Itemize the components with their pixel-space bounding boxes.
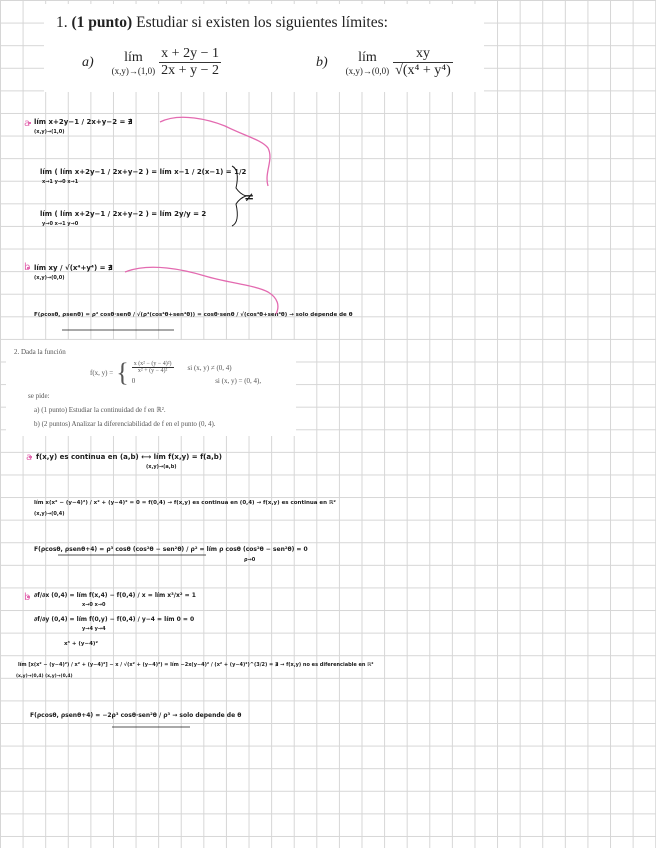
hw1-line4: lím xy / √(x⁴+y⁴) = ∄: [34, 264, 113, 272]
hw1-line3-sub: y→0 x→1 y→0: [42, 221, 79, 227]
hw1-line1-sub: (x,y)→(1,0): [34, 129, 65, 135]
problem2-intro: 2. Dada la función: [14, 348, 66, 356]
hw2-line1-sub: (x,y)→(a,b): [146, 464, 177, 470]
hw1-line2: lím ( lím x+2y−1 / 2x+y−2 ) = lím x−1 / 2(x−1) = 1/2: [40, 168, 247, 176]
hw2-a-mark: a: [26, 452, 33, 463]
hw2-line4: ∂f/∂x (0,4) = lím f(x,4) − f(0,4) / x = lím x³/x² = 1: [34, 592, 196, 599]
hw1-neq: ≠: [244, 190, 255, 204]
hw2-line3-sub: ρ→0: [244, 557, 256, 563]
hw1-line4-sub: (x,y)→(0,0): [34, 275, 65, 281]
hw2-line7: F(ρcosθ, ρsenθ+4) = −2ρ³ cosθ·sen²θ / ρ³ → solo depende de θ: [30, 712, 242, 719]
pink-curve-2: [125, 267, 278, 314]
hw1-b-mark: b: [24, 262, 31, 273]
hw1-line5: F(ρcosθ, ρsenθ) = ρ² cosθ·senθ / √(ρ⁴(cos⁴θ+sen⁴θ)) = cosθ·senθ / √(cos⁴θ+sen⁴θ) → solo depende de θ: [34, 312, 353, 318]
problem2-block: [6, 340, 296, 436]
hw2-b-mark: b: [24, 592, 31, 603]
hw2-line2: lím x(x² − (y−4)²) / x² + (y−4)² = 0 = f(0,4) → f(x,y) es continua en (0,4) → f(x,y) es continua en ℝ²: [34, 500, 336, 506]
problem2-part-a: a) (1 punto) Estudiar la continuidad de f en ℝ².: [34, 406, 166, 414]
problem1-title-line: 1. (1 punto) Estudiar si existen los siguientes límites:: [56, 14, 388, 31]
hw2-line4-sub: x→0 x→0: [82, 602, 106, 608]
hw1-line1: lím x+2y−1 / 2x+y−2 = ∄: [34, 118, 133, 126]
problem2-ask: se pide:: [28, 392, 50, 400]
hw2-line6-top: x³ + (y−4)²: [64, 641, 98, 647]
hw1-line3: lím ( lím x+2y−1 / 2x+y−2 ) = lím 2y/y = 2: [40, 210, 207, 218]
hw2-line5: ∂f/∂y (0,4) = lím f(0,y) − f(0,4) / y−4 = lím 0 = 0: [34, 616, 195, 623]
problem2-part-b: b) (2 puntos) Analizar la diferenciabilidad de f en el punto (0, 4).: [34, 420, 216, 428]
hw2-line3: F(ρcosθ, ρsenθ+4) = ρ³ cosθ (cos²θ − sen²θ) / ρ² = lím ρ cosθ (cos²θ − sen²θ) = 0: [34, 546, 308, 553]
hw2-line6: lím [x(x² − (y−4)²) / x² + (y−4)²] − x / √(x² + (y−4)²) = lím −2x(y−4)² / (x² + (y−4)²)^(3/2) = ∄ → f(x,y) no es diferenciable en ℝ²: [18, 662, 374, 668]
hw1-a-mark: a: [24, 118, 31, 129]
hw1-line2-sub: x→1 y→0 x→1: [42, 179, 79, 185]
hw2-line1: f(x,y) es continua en (a,b) ⟷ lím f(x,y) = f(a,b): [36, 453, 222, 461]
hw2-line5-sub: y→4 y→4: [82, 626, 106, 632]
problem1-part-b: b) lím (x,y)→(0,0) $\frac{xy}{\text{√(x⁴ + y⁴)}}$: [316, 46, 451, 78]
problem1-block: [44, 4, 484, 92]
problem2-function: f(x, y) = { $\frac{\text{x (x² − (y − 4)²)}}{\text{x² + (y − 4)²}}$ si (x, y) ≠ (0, 4) 0 si (x, y) = (0, 4),: [90, 358, 262, 387]
hw2-line6-sub: (x,y)→(0,4) (x,y)→(0,4): [16, 674, 73, 679]
hw2-line2-sub: (x,y)→(0,4): [34, 511, 65, 517]
problem1-part-a: a) lím (x,y)→(1,0) $\frac{x + 2y - 1}{2x + y - 2}$: [82, 46, 219, 78]
